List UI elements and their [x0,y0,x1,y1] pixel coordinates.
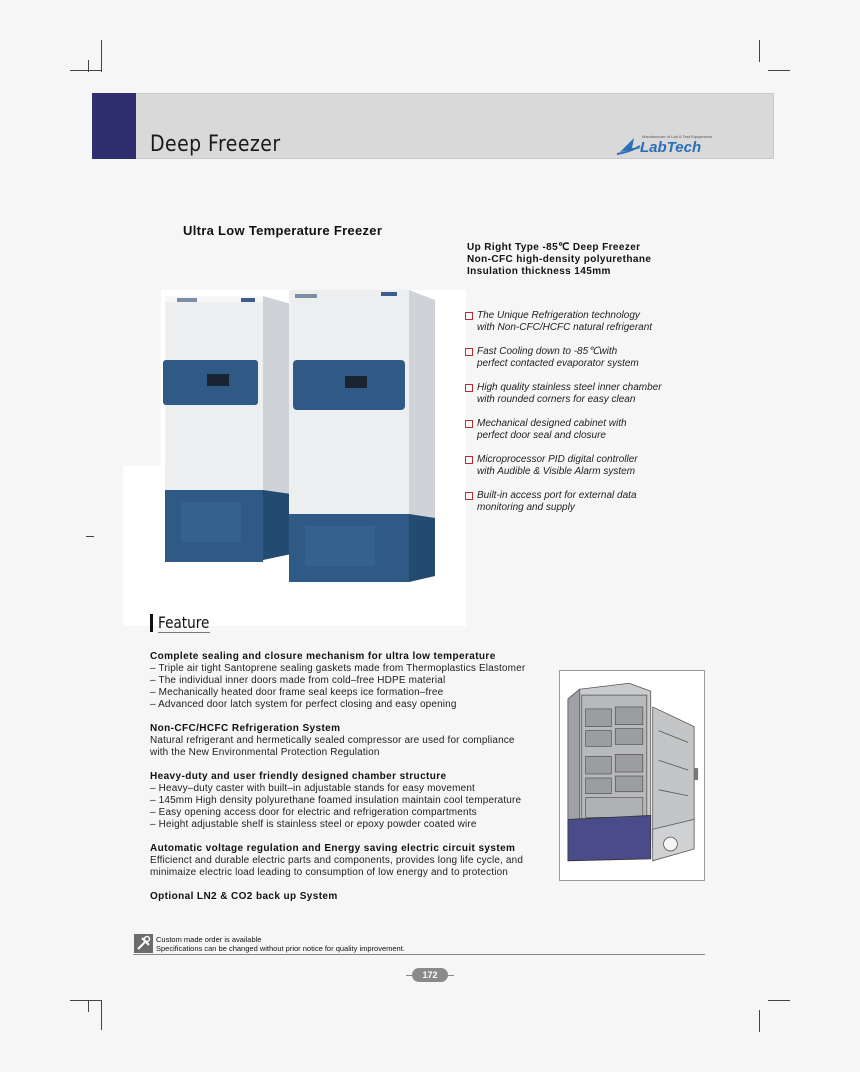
header-accent-block [92,93,136,159]
section-line: – Triple air tight Santoprene sealing gaskets made from Thermoplastics Elastomer [150,663,526,674]
checkbox-bullet-icon [465,420,473,428]
crop-mark [88,60,89,72]
footer-divider [133,954,705,955]
crop-mark [101,40,102,72]
bullet-item: High quality stainless steel inner chamber with rounded corners for easy clean [465,382,705,406]
feature-bullets [465,310,705,526]
section-line: – Heavy–duty caster with built–in adjustable stands for easy movement [150,783,475,794]
crop-mark [759,40,760,62]
section-title: Automatic voltage regulation and Energy saving electric circuit system [150,843,516,854]
bullet-item: Mechanical designed cabinet with perfect door seal and closure [465,418,705,442]
checkbox-bullet-icon [465,348,473,356]
page-number: 172 [412,968,448,982]
note-line: Custom made order is available [156,935,262,944]
section-title: Non-CFC/HCFC Refrigeration System [150,723,341,734]
crop-mark [101,1000,102,1030]
bullet-item: Microprocessor PID digital controller with Audible & Visible Alarm system [465,454,705,478]
section-title: Optional LN2 & CO2 back up System [150,891,338,902]
tools-icon [134,934,153,953]
spec-line: Up Right Type -85℃ Deep Freezer [467,242,641,253]
crop-mark [88,1000,89,1012]
divider [158,632,210,633]
feature-section [150,891,560,903]
feature-section [150,651,560,711]
crop-mark [86,536,94,537]
spec-line: Non-CFC high-density polyurethane [467,254,652,265]
footer-note [156,935,405,953]
freezer-interior-illustration [559,670,705,881]
section-line: Natural refrigerant and hermetically sealed compressor are used for compliance [150,735,515,746]
feature-section [150,771,560,831]
bullet-item: The Unique Refrigeration technology with Non-CFC/HCFC natural refrigerant [465,310,705,334]
note-line: Specifications can be changed without prior notice for quality improvement. [156,944,405,953]
section-line: with the New Environmental Protection Regulation [150,747,380,758]
section-line: – Mechanically heated door frame seal keeps ice formation–free [150,687,444,698]
section-line: minimaize electric load leading to consumption of low energy and to protection [150,867,509,878]
feature-heading-text: Feature [158,613,210,632]
logo-text: LabTech [640,139,702,156]
bullet-item: Fast Cooling down to -85℃with perfect contacted evaporator system [465,346,705,370]
feature-section [150,723,560,759]
feature-section [150,843,560,879]
section-line: – Advanced door latch system for perfect closing and easy opening [150,699,457,710]
crop-mark [70,1000,102,1001]
page-title: Deep Freezer [150,132,281,157]
section-line: – Height adjustable shelf is stainless steel or epoxy powder coated wire [150,819,477,830]
spec-lines [467,242,651,278]
section-title: Complete sealing and closure mechanism for ultra low temperature [150,651,496,662]
heading-bar [150,614,153,632]
checkbox-bullet-icon [465,456,473,464]
freezer-product-photo [123,290,466,626]
section-line: – 145mm High density polyurethane foamed insulation maintain cool temperature [150,795,522,806]
spec-line: Insulation thickness 145mm [467,266,611,277]
page-number-dash [448,975,454,976]
bullet-item: Built-in access port for external data monitoring and supply [465,490,705,514]
crop-mark [768,70,790,71]
section-title: Heavy-duty and user friendly designed chamber structure [150,771,447,782]
checkbox-bullet-icon [465,312,473,320]
feature-sections [150,651,560,915]
product-subtitle: Ultra Low Temperature Freezer [183,223,383,238]
logo-tagline: Manufacturer of Lab & Test Equipments [642,134,713,139]
crop-mark [759,1010,760,1032]
section-line: Efficienct and durable electric parts and components, provides long life cycle, and [150,855,524,866]
crop-mark [70,70,102,71]
checkbox-bullet-icon [465,384,473,392]
section-line: – The individual inner doors made from cold–free HDPE material [150,675,446,686]
crop-mark [768,1000,790,1001]
section-line: – Easy opening access door for electric and refrigeration compartments [150,807,477,818]
checkbox-bullet-icon [465,492,473,500]
